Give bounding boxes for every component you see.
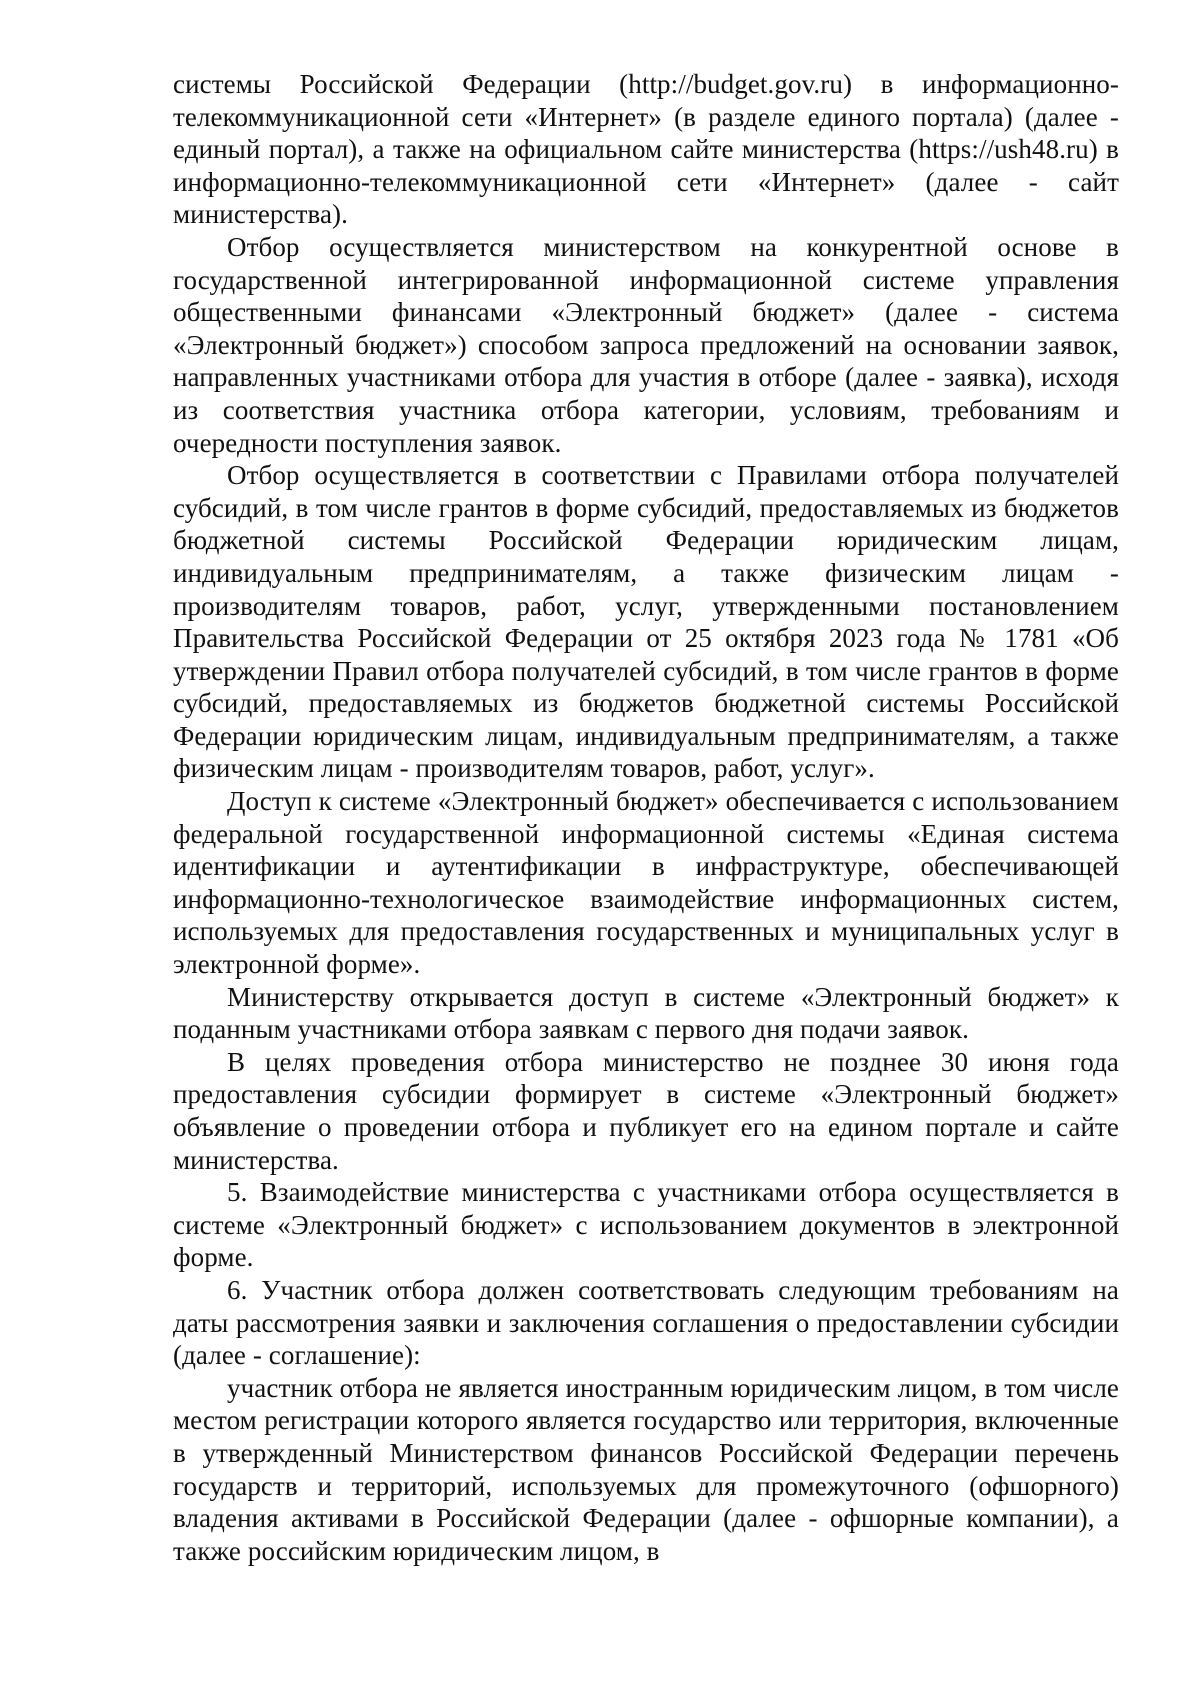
paragraph-item-5: 5. Взаимодействие министерства с участниками отбора осуществляется в системе «Электронный бюджет» с использованием документов в электронной форме. xyxy=(173,1177,1119,1273)
paragraph-requirement-foreign: участник отбора не является иностранным юридическим лицом, в том числе местом регистрации которого является государство или территория, включенные в утвержденный Министерством финансов Российской Федерации перечень государств и территорий, используемых для промежуточного (офшорного) владения активами в Российской Федерации (далее - офшорные компании), а также российским юридическим лицом, в xyxy=(173,1372,1119,1566)
paragraph-system-access: Доступ к системе «Электронный бюджет» обеспечивается с использованием федеральной государственной информационной системы «Единая система идентификации и аутентификации в инфраструктуре, обеспечивающей информационно-технологическое взаимодействие информационных систем, используемых для предоставления государственных и муниципальных услуг в электронной форме». xyxy=(173,786,1119,980)
document-body xyxy=(173,68,1119,1567)
paragraph-announcement: В целях проведения отбора министерство не позднее 30 июня года предоставления субсидии формирует в системе «Электронный бюджет» объявление о проведении отбора и публикует его на едином портале и сайте министерства. xyxy=(173,1046,1119,1175)
paragraph-selection-procedure: Отбор осуществляется министерством на конкурентной основе в государственной интегрированной информационной системе управления общественными финансами «Электронный бюджет» (далее - система «Электронный бюджет») способом запроса предложений на основании заявок, направленных участниками отбора для участия в отборе (далее - заявка), исходя из соответствия участника отбора категории, условиям, требованиям и очередности поступления заявок. xyxy=(173,231,1119,458)
paragraph-ministry-access: Министерству открывается доступ в системе «Электронный бюджет» к поданным участниками отбора заявкам с первого дня подачи заявок. xyxy=(173,981,1119,1045)
paragraph-item-6: 6. Участник отбора должен соответствовать следующим требованиям на даты рассмотрения заявки и заключения соглашения о предоставлении субсидии (далее - соглашение): xyxy=(173,1274,1119,1371)
paragraph-continuation: системы Российской Федерации (http://budget.gov.ru) в информационно-телекоммуникационной сети «Интернет» (в разделе единого портала) (далее - единый портал), а также на официальном сайте министерства (https://ush48.ru) в информационно-телекоммуникационной сети «Интернет» (далее - сайт министерства). xyxy=(173,69,1119,230)
paragraph-selection-rules: Отбор осуществляется в соответствии с Правилами отбора получателей субсидий, в том числе грантов в форме субсидий, предоставляемых из бюджетов бюджетной системы Российской Федерации юридическим лицам, индивидуальным предпринимателям, а также физическим лицам - производителям товаров, работ, услуг, утвержденными постановлением Правительства Российской Федерации от 25 октября 2023 года № 1781 «Об утверждении Правил отбора получателей субсидий, в том числе грантов в форме субсидий, предоставляемых из бюджетов бюджетной системы Российской Федерации юридическим лицам, индивидуальным предпринимателям, а также физическим лицам - производителям товаров, работ, услуг». xyxy=(173,460,1119,784)
